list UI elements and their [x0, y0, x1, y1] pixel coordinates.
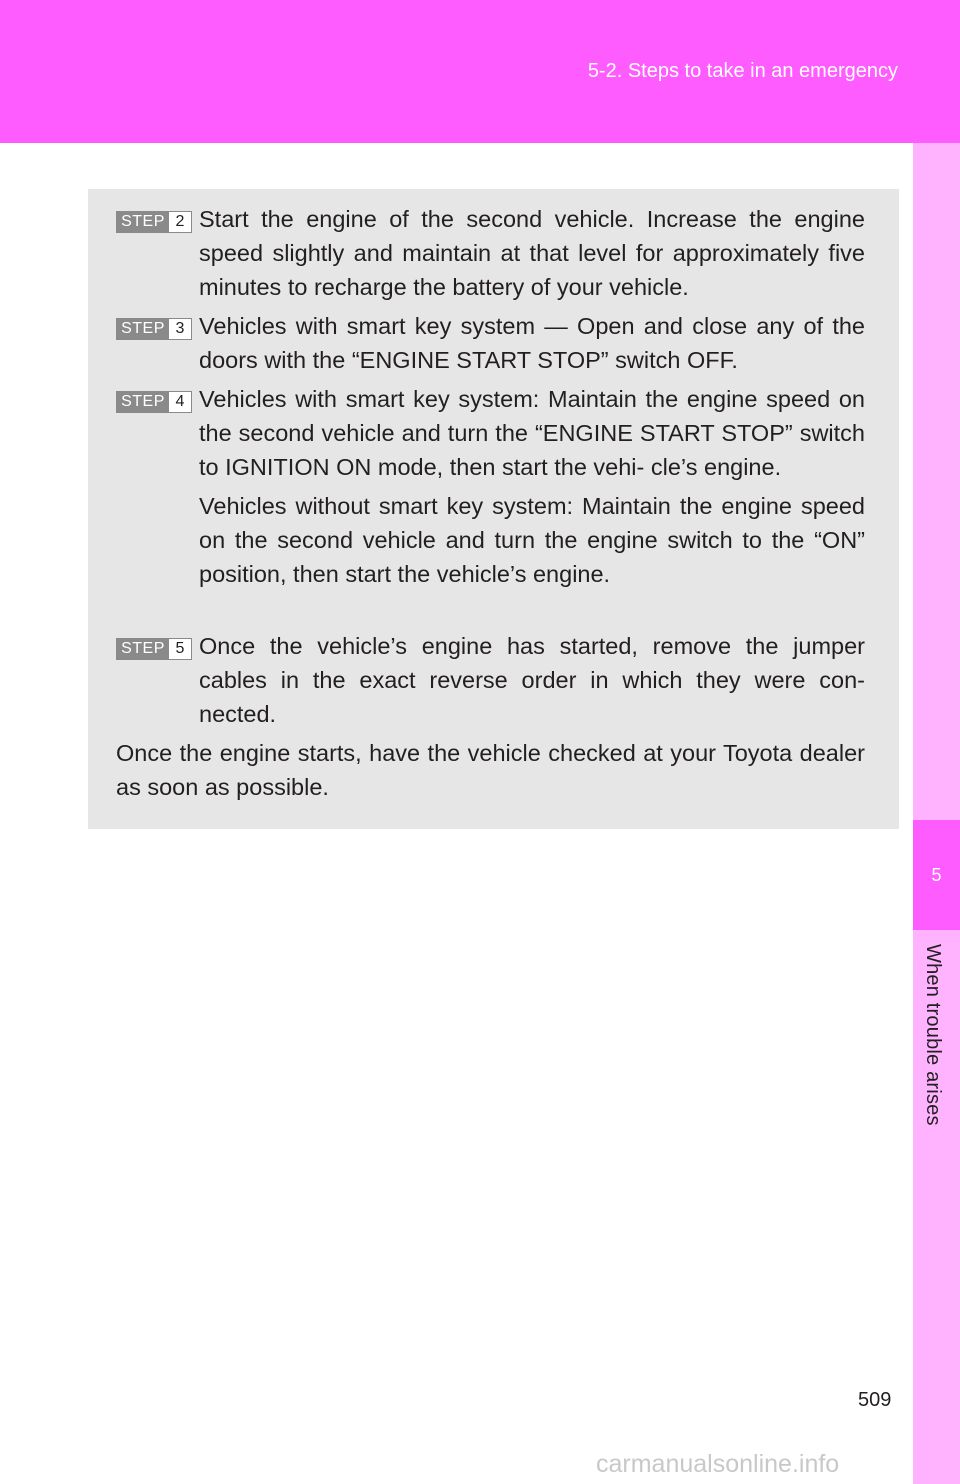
step-paragraph: Start the engine of the second vehicle. Increase the engine speed slightly and maintain at that level for approximately five minutes to recharge the battery of your vehicle. — [199, 206, 865, 300]
step-badge-number: 3 — [169, 319, 191, 339]
step-text — [199, 382, 865, 591]
chapter-tab — [913, 820, 960, 930]
side-strip — [913, 143, 960, 1484]
step-badge-label: STEP — [117, 319, 169, 339]
step-badge-number: 2 — [169, 212, 191, 232]
step-text — [199, 309, 865, 377]
step-paragraph: Vehicles with smart key system: Maintain the engine speed on the second vehicle and turn the “ENGINE START STOP” switch to IGNITION ON mode, then start the vehi- cle’s engine. — [199, 386, 865, 480]
step-badge — [116, 638, 192, 660]
step-paragraph: Once the vehicle’s engine has started, remove the jumper cables in the exact reverse order in which they were con- nected. — [199, 633, 865, 727]
page-number: 509 — [858, 1389, 892, 1411]
step-badge-label: STEP — [117, 639, 169, 659]
step-badge — [116, 211, 192, 233]
closing-text: Once the engine starts, have the vehicle checked at your Toyota dealer as soon as possible. — [116, 740, 865, 800]
section-title: 5-2. Steps to take in an emergency — [587, 60, 898, 82]
step-badge-number: 5 — [169, 639, 191, 659]
step-text — [199, 629, 865, 731]
step-paragraph: Vehicles with smart key system — Open and close any of the doors with the “ENGINE START STOP” switch OFF. — [199, 313, 865, 373]
chapter-number: 5 — [931, 865, 942, 885]
chapter-label: When trouble arises — [922, 944, 944, 1126]
step-badge-label: STEP — [117, 392, 169, 412]
step-paragraph: Vehicles without smart key system: Maintain the engine speed on the second vehicle and turn the engine switch to the “ON” position, then start the vehicle’s engine. — [199, 493, 865, 587]
step-badge — [116, 318, 192, 340]
step-4 — [110, 382, 865, 591]
step-badge — [116, 391, 192, 413]
step-badge-number: 4 — [169, 392, 191, 412]
step-3 — [110, 309, 865, 377]
watermark-link[interactable]: carmanualsonline.info — [596, 1450, 840, 1478]
step-5 — [110, 629, 865, 731]
step-text — [199, 202, 865, 304]
step-badge-label: STEP — [117, 212, 169, 232]
step-2 — [110, 202, 865, 304]
